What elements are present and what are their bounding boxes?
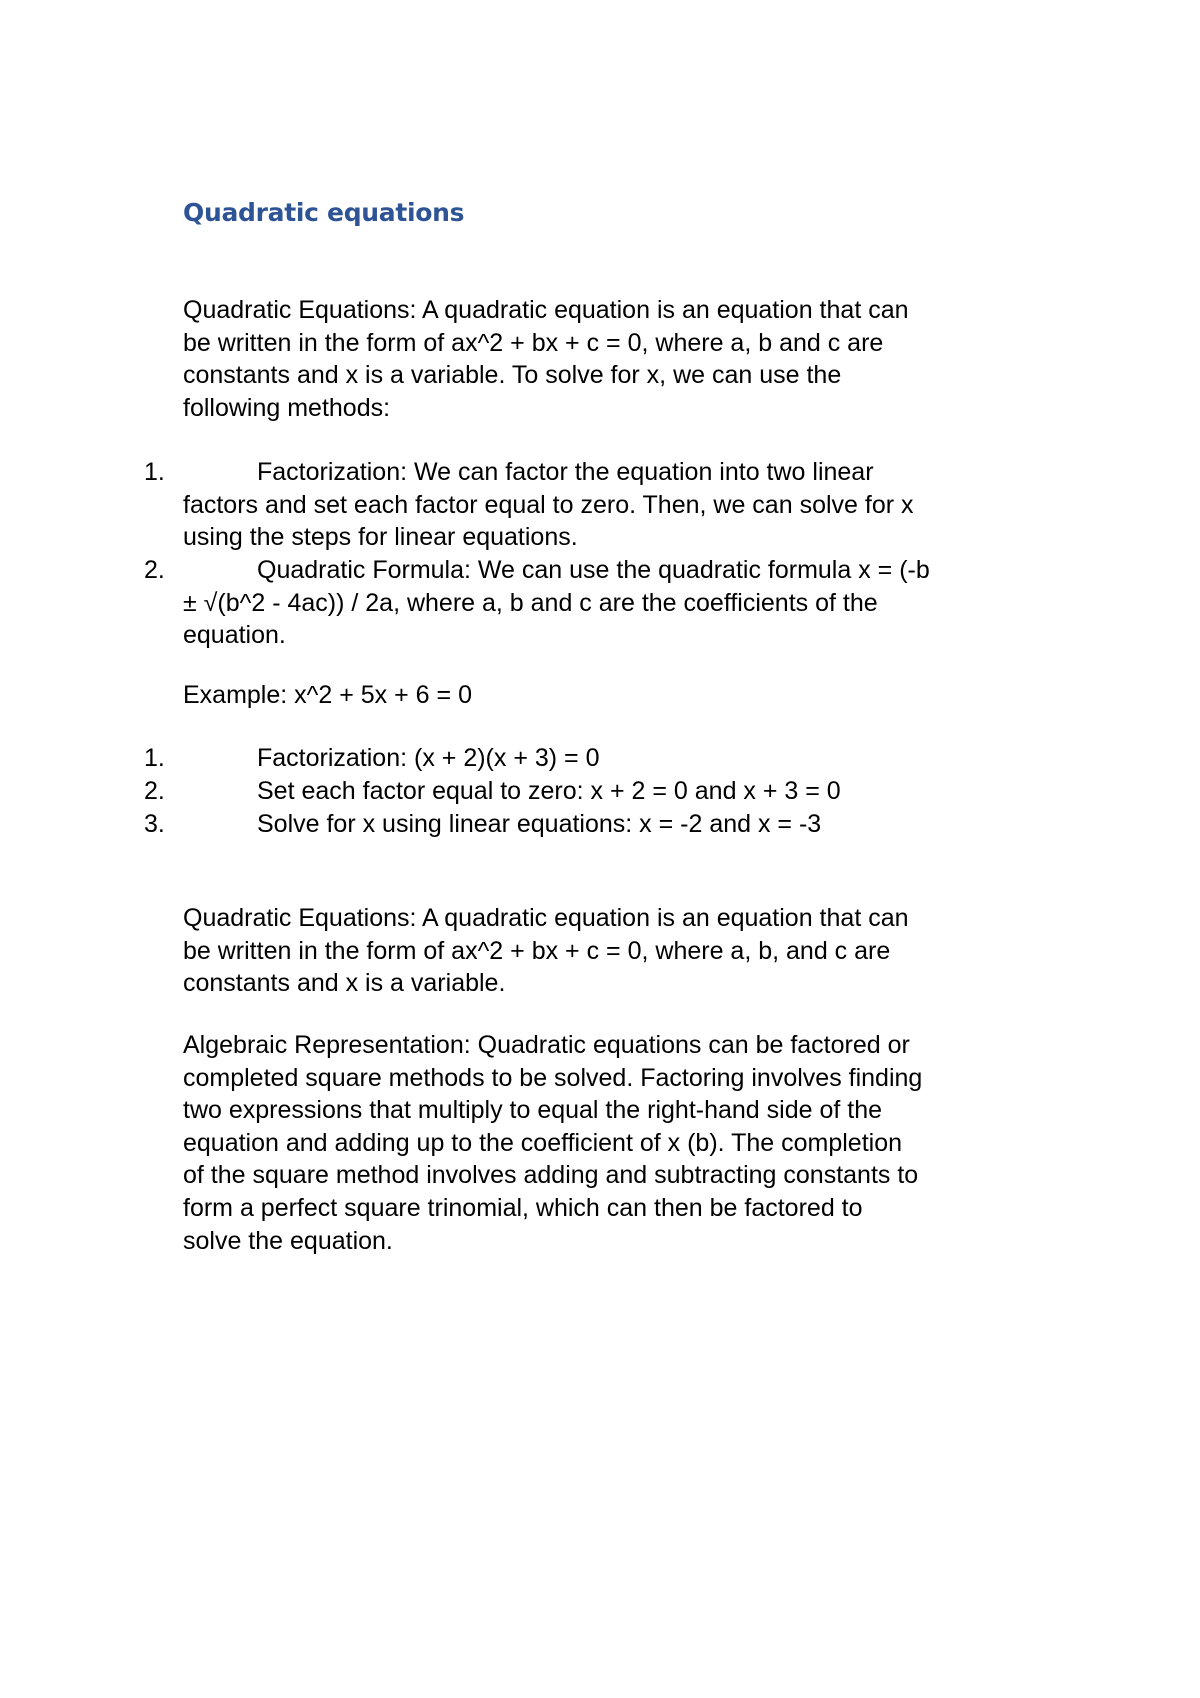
method-line: factors and set each factor equal to zero. Then, we can solve for x (183, 490, 914, 519)
intro-line: be written in the form of ax^2 + bx + c = 0, where a, b and c are (183, 328, 884, 357)
step-text: Set each factor equal to zero: x + 2 = 0 and x + 3 = 0 (257, 777, 841, 805)
definition-paragraph (183, 902, 1033, 1000)
algebraic-line: two expressions that multiply to equal the right-hand side of the (183, 1096, 883, 1125)
list-number: 3. (144, 810, 165, 838)
intro-paragraph (183, 294, 1033, 424)
method-item-quadratic-formula (144, 554, 1034, 652)
intro-line: constants and x is a variable. To solve for x, we can use the (183, 361, 842, 390)
example-equation: Example: x^2 + 5x + 6 = 0 (183, 681, 472, 709)
algebraic-line: of the square method involves adding and subtracting constants to (183, 1161, 919, 1190)
definition-line: Quadratic Equations: A quadratic equation is an equation that can (183, 904, 909, 932)
method-line: Quadratic Formula: We can use the quadratic formula x = (-b (257, 556, 930, 584)
step-text: Factorization: (x + 2)(x + 3) = 0 (257, 744, 600, 772)
intro-line: following methods: (183, 393, 391, 422)
definition-line: be written in the form of ax^2 + bx + c = 0, where a, b, and c are (183, 936, 891, 965)
algebraic-line: Algebraic Representation: Quadratic equations can be factored or (183, 1031, 910, 1059)
method-line: Factorization: We can factor the equation into two linear (257, 458, 874, 486)
definition-line: constants and x is a variable. (183, 969, 506, 998)
step-text: Solve for x using linear equations: x = -2 and x = -3 (257, 810, 822, 838)
algebraic-line: completed square methods to be solved. Factoring involves finding (183, 1063, 923, 1092)
list-number: 1. (144, 458, 165, 486)
algebraic-line: solve the equation. (183, 1226, 393, 1255)
method-line: using the steps for linear equations. (183, 523, 578, 552)
example-label (183, 679, 1033, 712)
intro-line: Quadratic Equations: A quadratic equation is an equation that can (183, 296, 909, 324)
example-step (144, 808, 1034, 841)
example-step (144, 775, 1034, 808)
list-number: 2. (144, 556, 165, 584)
method-line: equation. (183, 621, 286, 650)
list-number: 1. (144, 744, 165, 772)
algebraic-line: equation and adding up to the coefficient of x (b). The completion (183, 1128, 903, 1157)
algebraic-line: form a perfect square trinomial, which can then be factored to (183, 1193, 863, 1222)
method-item-factorization (144, 456, 1034, 554)
example-step (144, 742, 1034, 775)
algebraic-representation-paragraph (183, 1029, 1033, 1257)
document-title: Quadratic equations (183, 198, 465, 227)
method-line: ± √(b^2 - 4ac)) / 2a, where a, b and c are the coefficients of the (183, 588, 878, 617)
list-number: 2. (144, 777, 165, 805)
